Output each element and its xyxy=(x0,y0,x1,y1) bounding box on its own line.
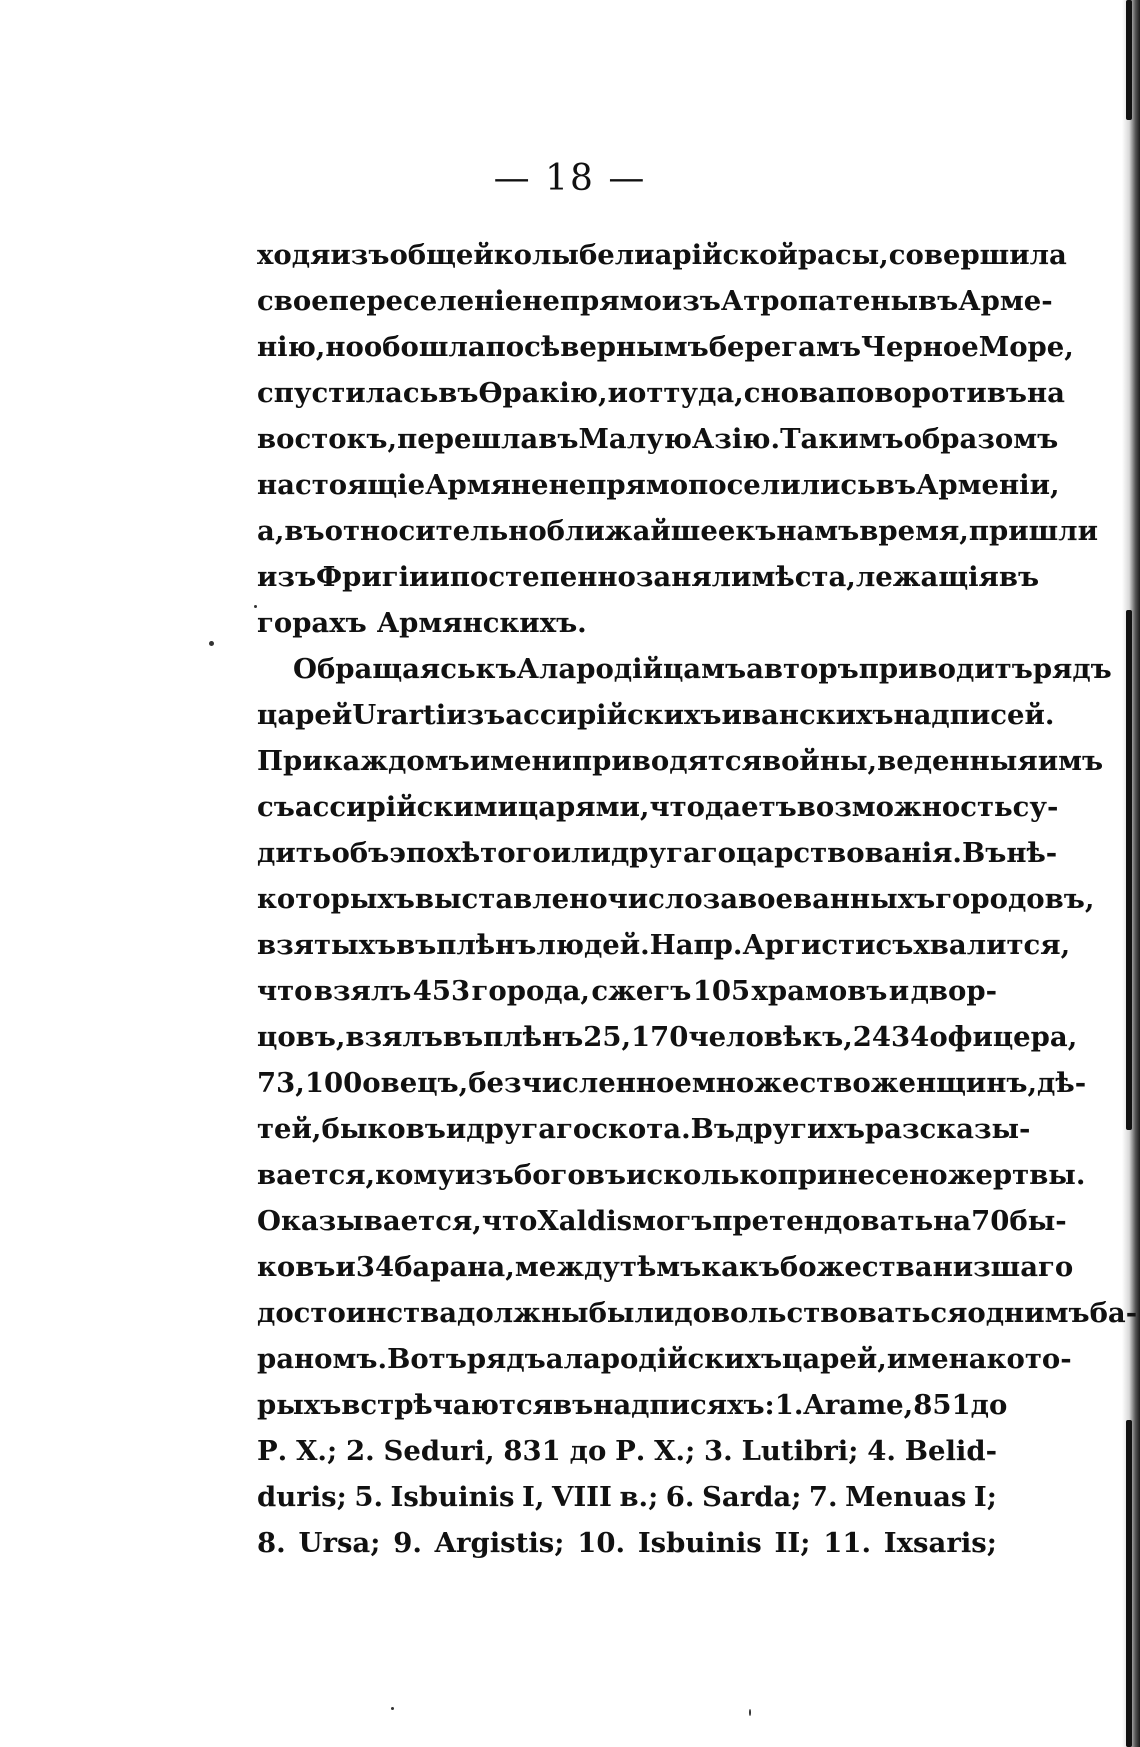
text-line: горахъ Армянскихъ. xyxy=(257,607,587,639)
text-line: Оказывается, что Xaldis могъ претендовать на 70 бы- xyxy=(257,1205,1067,1237)
text-line: что взялъ 453 города, сжегъ 105 храмовъ и двор- xyxy=(257,975,997,1007)
print-speck xyxy=(749,1709,751,1716)
text-line: 8. Ursa; 9. Argistis; 10. Isbuinis II; 11. Ixsaris; xyxy=(257,1527,997,1559)
text-line: изъ Фригіи и постепенно заняли мѣста, лежащія въ xyxy=(257,561,1040,593)
text-line: востокъ, перешла въ Малую Азію. Такимъ образомъ xyxy=(257,423,1059,455)
text-line: настоящіе Армяне не прямо поселились въ Арменіи, xyxy=(257,469,1060,501)
text-line: Обращаясь къ Алародійцамъ авторъ приводитъ рядъ xyxy=(293,653,1112,685)
text-line: рыхъ встрѣчаются въ надписяхъ: 1. Arame, 851 до xyxy=(257,1389,1008,1421)
text-line: duris; 5. Isbuinis I, VIII в.; 6. Sarda; 7. Menuas I; xyxy=(257,1481,997,1513)
text-line: Р. Х.; 2. Seduri, 831 до Р. Х.; 3. Lutibri; 4. Belid- xyxy=(257,1435,997,1467)
page-edge-shadow xyxy=(1122,0,1140,1747)
text-line: раномъ. Вотъ рядъ алародійскихъ царей, имена кото- xyxy=(257,1343,1072,1375)
text-line: ходя изъ общей колыбели арійской расы, совершила xyxy=(257,239,1067,271)
text-line: цовъ, взялъ въ плѣнъ 25,170 человѣкъ, 2434 офицера, xyxy=(257,1021,1078,1053)
text-line: взятыхъ въ плѣнъ людей. Напр. Аргистисъ хвалится, xyxy=(257,929,1071,961)
body-text xyxy=(257,232,1138,1566)
text-line: нію, но обошла по сѣвернымъ берегамъ Черное Море, xyxy=(257,331,1074,363)
print-speck xyxy=(254,605,257,608)
text-line: При каждомъ имени приводятся войны, веденныя имъ xyxy=(257,745,1104,777)
print-speck xyxy=(209,641,214,646)
text-line: дить объ эпохѣ того или другаго царствованія. Въ нѣ- xyxy=(257,837,1058,869)
print-speck xyxy=(391,1707,394,1710)
text-line: которыхъ выставлено число завоеванныхъ городовъ, xyxy=(257,883,1095,915)
text-line: съ ассирійскими царями, что даетъ возможность су- xyxy=(257,791,1059,823)
text-line: а, въ относительно ближайшее къ намъ время, пришли xyxy=(257,515,1098,547)
text-line: вается, кому изъ боговъ и сколько принесено жертвы. xyxy=(257,1159,1086,1191)
page-number: — 18 — xyxy=(493,158,647,199)
text-line: ковъ и 34 барана, между тѣмъ какъ божества низшаго xyxy=(257,1251,1074,1283)
text-line: царей Urarti изъ ассирійскихъ и ванскихъ надписей. xyxy=(257,699,1055,731)
text-line: достоинства должны были довольствоваться однимъ ба- xyxy=(257,1297,1138,1329)
text-line: свое переселеніе не прямо изъ Атропатены въ Арме- xyxy=(257,285,1053,317)
text-line: 73,100 овецъ, безчисленное множество женщинъ, дѣ- xyxy=(257,1067,1087,1099)
text-line: спустилась въ Ѳракію, и оттуда, снова поворотивъ на xyxy=(257,377,1065,409)
text-line: тей, быковъ и другаго скота. Въ другихъ разсказы- xyxy=(257,1113,1031,1145)
